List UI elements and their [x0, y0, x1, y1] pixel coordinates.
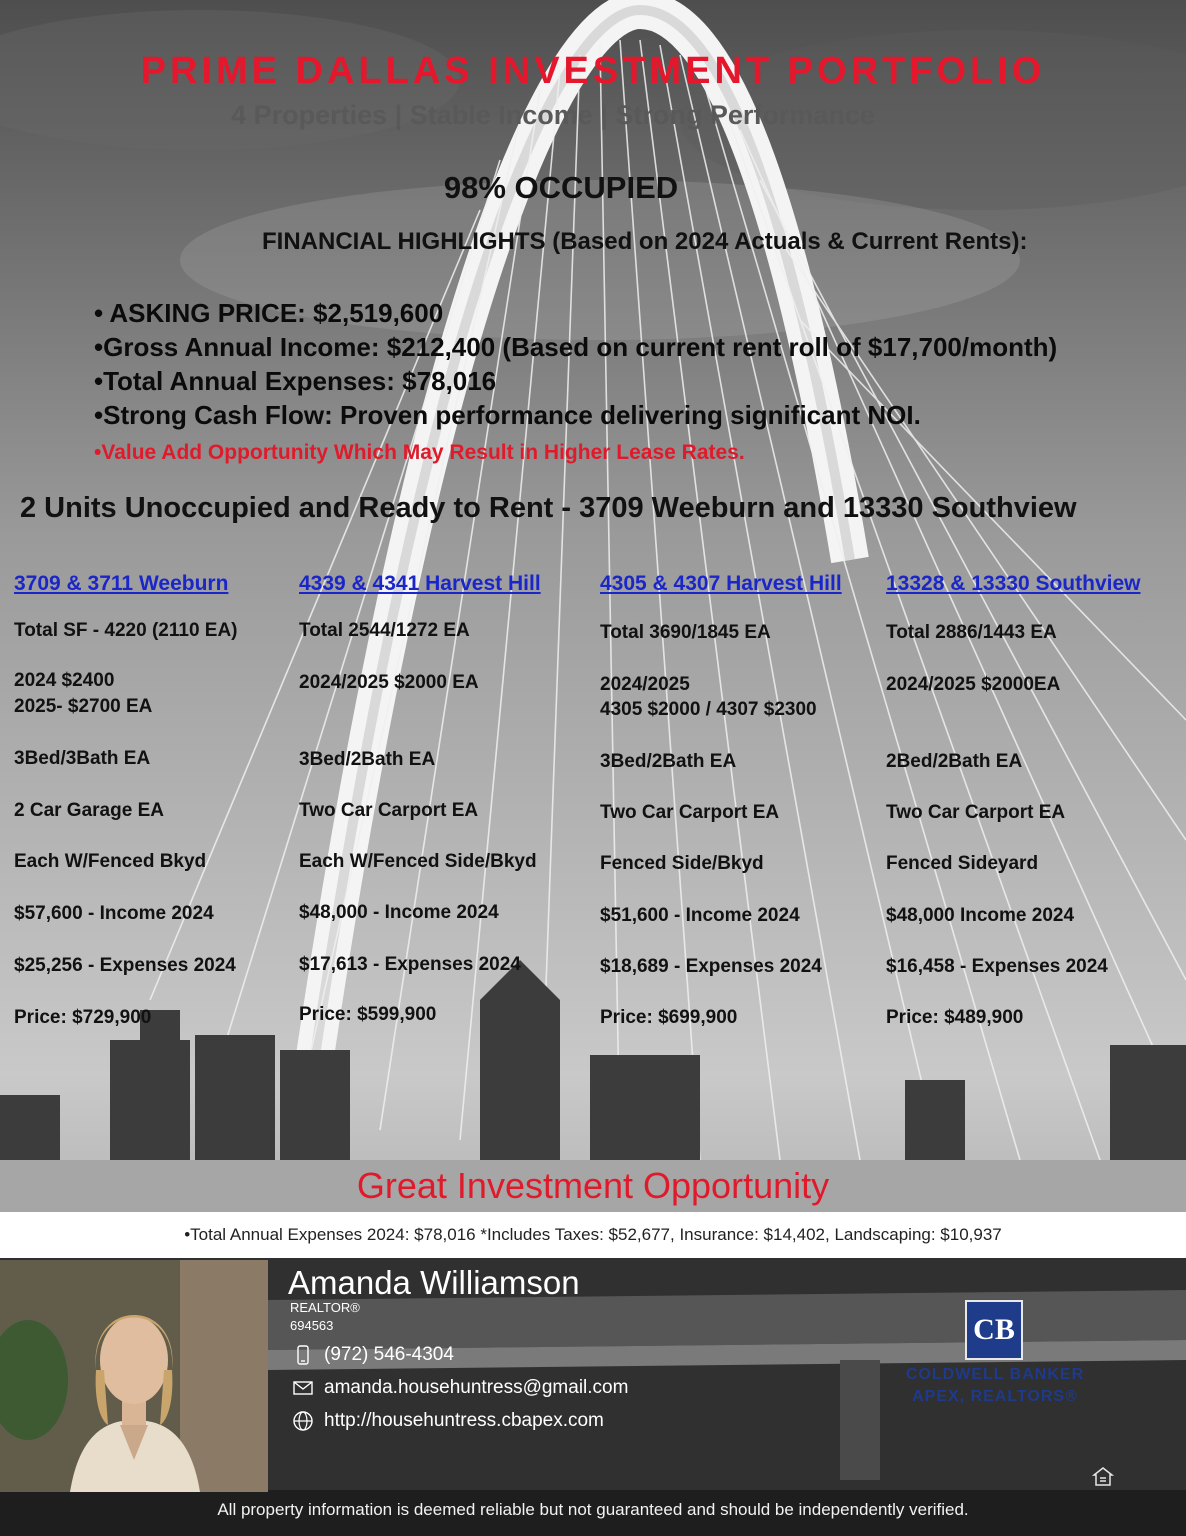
property-column-southview: [886, 572, 1166, 1028]
equal-housing-icon: [1092, 1466, 1114, 1488]
property-rent: 2024/2025: [600, 674, 690, 695]
agent-email[interactable]: amanda.househuntress@gmail.com: [324, 1377, 629, 1398]
property-beds-baths: 3Bed/2Bath EA: [600, 751, 737, 772]
property-yard: Each W/Fenced Side/Bkyd: [299, 851, 537, 872]
cash-flow-note: •Strong Cash Flow: Proven performance delivering significant NOI.: [94, 400, 921, 430]
agent-phone-row[interactable]: [292, 1344, 454, 1366]
property-price: Price: $599,900: [299, 1004, 437, 1025]
property-expenses: $25,256 - Expenses 2024: [14, 955, 236, 976]
financial-highlights-heading: FINANCIAL HIGHLIGHTS (Based on 2024 Actuals & Current Rents):: [262, 228, 1028, 255]
property-link-weeburn[interactable]: 3709 & 3711 Weeburn: [14, 572, 229, 595]
agent-website-row[interactable]: [292, 1410, 604, 1432]
brokerage-name: COLDWELL BANKER: [905, 1366, 1085, 1383]
logo-monogram: CB: [973, 1313, 1015, 1346]
property-parking: Two Car Carport EA: [886, 802, 1066, 823]
expense-breakdown-bar: [0, 1212, 1186, 1258]
agent-name: Amanda Williamson: [288, 1264, 580, 1301]
property-beds-baths: 3Bed/2Bath EA: [299, 749, 436, 770]
envelope-icon: [292, 1377, 314, 1399]
property-income: $48,000 Income 2024: [886, 905, 1075, 926]
agent-photo: [0, 1260, 268, 1492]
financial-highlights-list: [94, 296, 1057, 470]
disclaimer: All property information is deemed reliable but not guaranteed and should be independently verified.: [217, 1500, 969, 1519]
brokerage-subname: APEX, REALTORS®: [912, 1388, 1078, 1405]
property-rent-2025: 2025- $2700 EA: [14, 696, 153, 717]
property-link-harvest-hill-4305[interactable]: 4305 & 4307 Harvest Hill: [600, 572, 842, 595]
property-income: $51,600 - Income 2024: [600, 905, 800, 926]
page-title: PRIME DALLAS INVESTMENT PORTFOLIO: [140, 50, 1046, 92]
property-sf: Total 2886/1443 EA: [886, 622, 1057, 643]
agent-title: REALTOR®: [290, 1300, 360, 1315]
coldwell-banker-logo: [965, 1300, 1023, 1360]
property-income: $57,600 - Income 2024: [14, 903, 214, 924]
agent-phone[interactable]: (972) 546-4304: [324, 1344, 454, 1365]
property-rent: 2024/2025 $2000EA: [886, 674, 1061, 695]
agent-license: 694563: [290, 1318, 334, 1333]
property-expenses: $16,458 - Expenses 2024: [886, 956, 1108, 977]
asking-price: • ASKING PRICE: $2,519,600: [94, 298, 444, 328]
property-yard: Each W/Fenced Bkyd: [14, 851, 207, 872]
phone-icon: [292, 1344, 314, 1366]
property-rent-2025: 4305 $2000 / 4307 $2300: [600, 699, 817, 720]
property-parking: 2 Car Garage EA: [14, 800, 164, 821]
property-yard: Fenced Side/Bkyd: [600, 853, 764, 874]
property-rent: 2024 $2400: [14, 670, 115, 691]
total-annual-expenses: •Total Annual Expenses: $78,016: [94, 366, 497, 396]
agent-website[interactable]: http://househuntress.cbapex.com: [324, 1410, 604, 1431]
property-column-harvest-hill-4305: [600, 572, 880, 1028]
property-yard: Fenced Sideyard: [886, 853, 1039, 874]
property-rent: 2024/2025 $2000 EA: [299, 672, 479, 693]
property-parking: Two Car Carport EA: [299, 800, 479, 821]
property-column-harvest-hill-4339: [299, 572, 579, 1025]
property-expenses: $17,613 - Expenses 2024: [299, 954, 521, 975]
agent-email-row[interactable]: [292, 1377, 628, 1399]
property-link-harvest-hill-4339[interactable]: 4339 & 4341 Harvest Hill: [299, 572, 541, 595]
gross-annual-income: •Gross Annual Income: $212,400 (Based on current rent roll of $17,700/month): [94, 332, 1058, 362]
property-sf: Total 2544/1272 EA: [299, 620, 470, 641]
opportunity-banner: [0, 1160, 1186, 1212]
property-price: Price: $729,900: [14, 1007, 152, 1028]
property-parking: Two Car Carport EA: [600, 802, 780, 823]
unoccupied-units-notice: 2 Units Unoccupied and Ready to Rent - 3709 Weeburn and 13330 Southview: [20, 492, 1077, 524]
expense-breakdown-text: •Total Annual Expenses 2024: $78,016 *Includes Taxes: $52,677, Insurance: $14,402, Landscaping: $10,937: [184, 1225, 1002, 1244]
property-price: Price: $489,900: [886, 1007, 1024, 1028]
property-link-southview[interactable]: 13328 & 13330 Southview: [886, 572, 1141, 595]
globe-icon: [292, 1410, 314, 1432]
property-price: Price: $699,900: [600, 1007, 738, 1028]
property-sf: Total 3690/1845 EA: [600, 622, 771, 643]
property-beds-baths: 3Bed/3Bath EA: [14, 748, 151, 769]
property-beds-baths: 2Bed/2Bath EA: [886, 751, 1023, 772]
page-subtitle: 4 Properties | Stable Income | Strong Performance: [231, 100, 875, 130]
banner-text: Great Investment Opportunity: [356, 1165, 830, 1206]
property-expenses: $18,689 - Expenses 2024: [600, 956, 822, 977]
value-add-note: •Value Add Opportunity Which May Result in Higher Lease Rates.: [94, 441, 745, 464]
property-sf: Total SF - 4220 (2110 EA): [14, 620, 238, 641]
property-column-weeburn: [14, 572, 294, 1028]
property-income: $48,000 - Income 2024: [299, 902, 499, 923]
occupancy-rate: 98% OCCUPIED: [443, 170, 679, 205]
